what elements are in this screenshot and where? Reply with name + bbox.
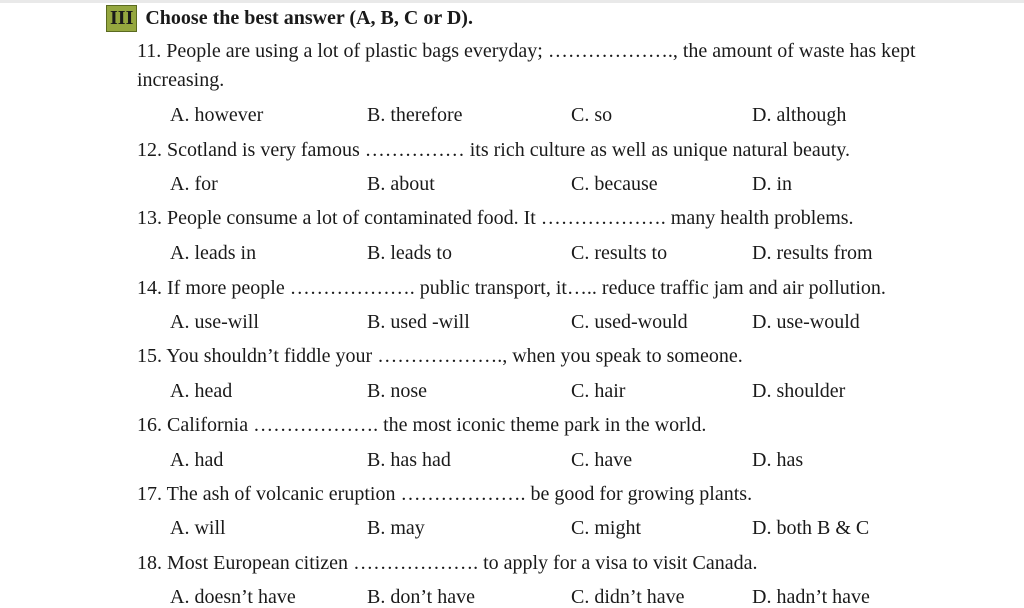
option-d: D. results from: [752, 242, 873, 264]
answer-blank: ……………….: [400, 483, 526, 505]
option-b: B. used -will: [367, 311, 470, 333]
question-17: [137, 480, 997, 509]
option-b: B. has had: [367, 449, 451, 471]
options-row-14: [0, 308, 1024, 337]
option-c: C. didn’t have: [571, 586, 685, 608]
option-c: C. so: [571, 104, 613, 126]
answer-blank: ……………….: [253, 414, 379, 436]
option-a: A. had: [170, 449, 224, 471]
question-16: [137, 411, 997, 440]
question-15: [137, 342, 997, 371]
question-text-before: California: [167, 414, 249, 436]
question-number: 18.: [137, 552, 162, 574]
question-text-after: the most iconic theme park in the world.: [383, 414, 707, 436]
options-row-15: [0, 377, 1024, 406]
answer-blank: ……………….: [540, 207, 666, 229]
question-13: [137, 204, 997, 233]
option-c: C. might: [571, 517, 642, 539]
question-text-before: People are using a lot of plastic bags everyday;: [166, 40, 543, 62]
question-text-after: be good for growing plants.: [530, 483, 753, 505]
option-b: B. don’t have: [367, 586, 475, 608]
question-text-before: Most European citizen: [167, 552, 349, 574]
option-d: D. shoulder: [752, 380, 846, 402]
option-c: C. results to: [571, 242, 668, 264]
question-text-after: many health problems.: [670, 207, 854, 229]
question-text-after: the amount of waste has kept increasing.: [137, 40, 916, 91]
option-c: C. used-would: [571, 311, 688, 333]
question-text-before: You shouldn’t fiddle your: [166, 345, 373, 367]
option-c: C. because: [571, 173, 658, 195]
option-a: A. doesn’t have: [170, 586, 296, 608]
option-d: D. in: [752, 173, 792, 195]
question-number: 14.: [137, 277, 162, 299]
question-number: 13.: [137, 207, 162, 229]
option-a: A. use-will: [170, 311, 259, 333]
answer-blank: ……………….,: [377, 345, 508, 367]
question-number: 17.: [137, 483, 162, 505]
options-row-16: [0, 446, 1024, 475]
question-text-before: If more people: [167, 277, 285, 299]
question-text-before: The ash of volcanic eruption: [166, 483, 396, 505]
option-d: D. although: [752, 104, 847, 126]
question-text-after: its rich culture as well as unique natural beauty.: [469, 139, 850, 161]
option-a: A. leads in: [170, 242, 257, 264]
option-a: A. however: [170, 104, 264, 126]
question-text-before: People consume a lot of contaminated food. It: [167, 207, 536, 229]
question-number: 11.: [137, 40, 162, 62]
question-11: [137, 37, 997, 95]
option-d: D. hadn’t have: [752, 586, 870, 608]
question-text-after: public transport, it….. reduce traffic jam and air pollution.: [419, 277, 886, 299]
option-b: B. leads to: [367, 242, 452, 264]
option-a: A. for: [170, 173, 218, 195]
section-number: III: [106, 5, 137, 32]
question-number: 16.: [137, 414, 162, 436]
answer-blank: ……………….,: [547, 40, 678, 62]
option-d: D. both B & C: [752, 517, 870, 539]
option-c: C. hair: [571, 380, 626, 402]
question-text-after: when you speak to someone.: [512, 345, 743, 367]
option-c: C. have: [571, 449, 633, 471]
question-number: 12.: [137, 139, 162, 161]
question-number: 15.: [137, 345, 162, 367]
answer-blank: ……………: [364, 139, 465, 161]
options-row-18: [0, 583, 1024, 608]
options-row-11: [0, 101, 1024, 130]
question-text-after: to apply for a visa to visit Canada.: [483, 552, 758, 574]
option-a: A. head: [170, 380, 233, 402]
question-18: [137, 549, 997, 578]
section-title: Choose the best answer (A, B, C or D).: [145, 7, 473, 29]
question-text-before: Scotland is very famous: [167, 139, 360, 161]
option-d: D. has: [752, 449, 804, 471]
options-row-17: [0, 514, 1024, 543]
option-b: B. about: [367, 173, 435, 195]
answer-blank: ……………….: [353, 552, 479, 574]
option-b: B. therefore: [367, 104, 463, 126]
answer-blank: ……………….: [289, 277, 415, 299]
options-row-13: [0, 239, 1024, 268]
question-12: [137, 136, 997, 165]
option-a: A. will: [170, 517, 226, 539]
option-b: B. nose: [367, 380, 427, 402]
option-d: D. use-would: [752, 311, 860, 333]
options-row-12: [0, 170, 1024, 199]
question-14: [137, 274, 997, 303]
section-heading: [106, 5, 473, 32]
option-b: B. may: [367, 517, 425, 539]
top-divider: [0, 0, 1024, 3]
